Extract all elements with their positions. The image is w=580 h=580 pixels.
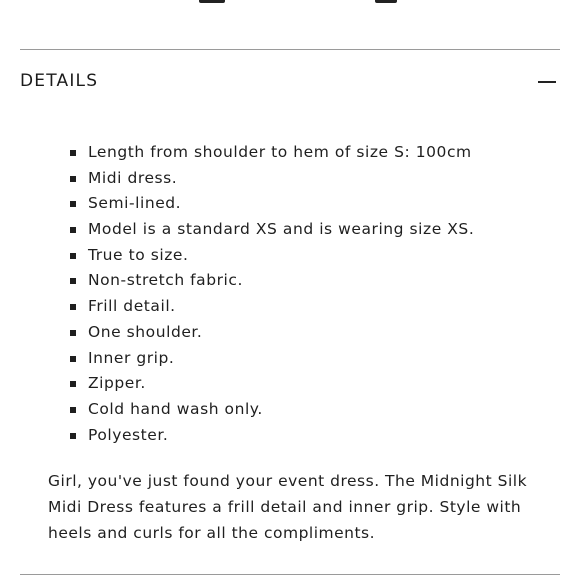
list-item [70, 320, 474, 346]
list-item-text: True to size. [88, 245, 189, 264]
square-bullet-icon [70, 150, 76, 156]
list-item-text: Polyester. [88, 425, 169, 444]
details-accordion-header[interactable] [20, 50, 560, 112]
list-item-text: Non-stretch fabric. [88, 271, 243, 290]
list-item-text: Zipper. [88, 374, 146, 393]
square-bullet-icon [70, 253, 76, 259]
cropped-fragment [375, 0, 397, 3]
list-item [70, 243, 474, 269]
list-item-text: Cold hand wash only. [88, 399, 263, 418]
square-bullet-icon [70, 330, 76, 336]
square-bullet-icon [70, 407, 76, 413]
list-item-text: Semi-lined. [88, 194, 182, 213]
square-bullet-icon [70, 356, 76, 362]
list-item [70, 140, 474, 166]
list-item [70, 191, 474, 217]
square-bullet-icon [70, 278, 76, 284]
list-item [70, 397, 474, 423]
square-bullet-icon [70, 176, 76, 182]
square-bullet-icon [70, 381, 76, 387]
list-item [70, 346, 474, 372]
list-item [70, 294, 474, 320]
square-bullet-icon [70, 227, 76, 233]
list-item [70, 371, 474, 397]
list-item [70, 217, 474, 243]
list-item-text: Length from shoulder to hem of size S: 100cm [88, 143, 472, 161]
list-item [70, 166, 474, 192]
cropped-top-content [0, 0, 580, 10]
section-divider-bottom [20, 574, 560, 575]
square-bullet-icon [70, 201, 76, 207]
product-description: Girl, you've just found your event dress. The Midnight Silk Midi Dress features a frill detail and inner grip. Style with heels and curls for all the compliments. [48, 472, 528, 542]
list-item-text: Model is a standard XS and is wearing size XS. [88, 220, 475, 239]
details-list [70, 140, 474, 448]
list-item [70, 268, 474, 294]
minus-icon[interactable] [538, 73, 556, 91]
details-section-title: DETAILS [20, 71, 99, 91]
list-item-text: Frill detail. [88, 297, 176, 316]
square-bullet-icon [70, 304, 76, 310]
list-item-text: One shoulder. [88, 322, 203, 341]
list-item-text: Midi dress. [88, 168, 178, 187]
list-item [70, 423, 474, 449]
cropped-fragment [199, 0, 225, 3]
list-item-text: Inner grip. [88, 348, 175, 367]
square-bullet-icon [70, 433, 76, 439]
